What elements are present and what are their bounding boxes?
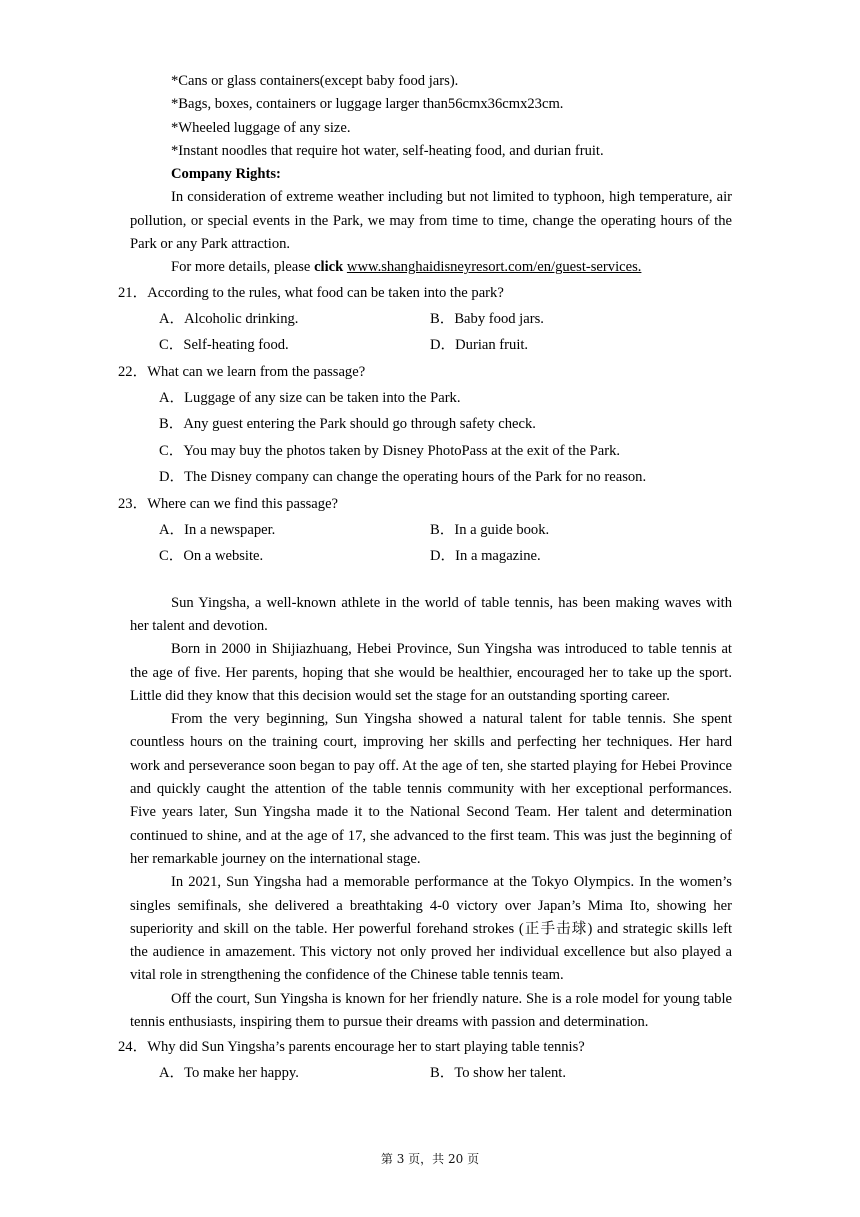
option-c: C．Self-heating food. — [159, 337, 289, 354]
question-23-options — [159, 517, 732, 570]
passage-paragraph: In 2021, Sun Yingsha had a memorable performance at the Tokyo Olympics. In the women’s singles semifinals, she delivered a breathtaking 4-0 victory over Japan’s Mima Ito, showing her superiority and skill on the table. Her powerful forehand strokes (正手击球) and strategic skills left the audience in amazement. This victory not only proved her individual excellence but also played a vital role in strengthening the confidence of the Chinese table tennis team. — [130, 874, 732, 984]
option-a: A．In a newspaper. — [159, 521, 276, 538]
option-b: B．Any guest entering the Park should go through safety check. — [159, 416, 536, 433]
option-d: D．In a magazine. — [430, 548, 541, 565]
rule-item: *Wheeled luggage of any size. — [171, 119, 351, 136]
option-b: B．Baby food jars. — [430, 310, 544, 327]
option-c: C．You may buy the photos taken by Disney PhotoPass at the exit of the Park. — [159, 442, 621, 459]
question-22-stem: 22．What can we learn from the passage? — [118, 363, 366, 380]
passage-paragraph: Sun Yingsha, a well-known athlete in the world of table tennis, has been making waves with her talent and devotion. — [130, 594, 732, 634]
option-c: C．On a website. — [159, 548, 264, 565]
passage-paragraph: Off the court, Sun Yingsha is known for her friendly nature. She is a role model for young table tennis enthusiasts, inspiring them to pursue their dreams with passion and determination. — [130, 990, 732, 1031]
option-d: D．The Disney company can change the operating hours of the Park for no reason. — [159, 469, 647, 486]
more-details-prefix: For more details, please — [171, 259, 315, 276]
option-a: A．To make her happy. — [159, 1065, 299, 1082]
page-footer: 第 3 页，共 20 页 — [380, 1152, 480, 1166]
option-b: B．To show her talent. — [430, 1065, 566, 1082]
question-24-options — [159, 1060, 732, 1087]
question-21-stem: 21．According to the rules, what food can be taken into the park? — [118, 284, 504, 301]
rule-item: *Cans or glass containers(except baby food jars). — [171, 73, 459, 89]
question-22-options — [159, 385, 732, 491]
option-a: A．Alcoholic drinking. — [159, 310, 299, 327]
company-rights-text: In consideration of extreme weather including but not limited to typhoon, high temperature, air pollution, or special events in the Park, we may from time to time, change the operating hours of the Park or any Park attraction. — [130, 189, 732, 253]
passage-paragraph: Born in 2000 in Shijiazhuang, Hebei Province, Sun Yingsha was introduced to table tennis at the age of five. Her parents, hoping that she would be healthier, encouraged her to take up the sport. Little did they know that this decision would set the stage for an outstanding sporting career. — [130, 641, 732, 704]
rule-item: *Bags, boxes, containers or luggage larger than56cmx36cmx23cm. — [171, 96, 564, 113]
question-24-stem: 24．Why did Sun Yingsha’s parents encourage her to start playing table tennis? — [118, 1039, 585, 1056]
company-rights-heading: Company Rights: — [171, 166, 281, 183]
passage-paragraph: From the very beginning, Sun Yingsha showed a natural talent for table tennis. She spent countless hours on the training court, improving her skills and perfecting her techniques. Her hard work and perseverance soon began to pay off. At the age of ten, she started playing for Hebei Province and quickly caught the attention of the table tennis community with her exceptional performances. Five years later, Sun Yingsha made it to the National Second Team. Her talent and determination continued to shine, and at the age of 17, she advanced to the first team. This was just the beginning of her remarkable journey on the international stage. — [130, 711, 732, 867]
option-a: A．Luggage of any size can be taken into the Park. — [159, 389, 461, 406]
option-b: B．In a guide book. — [430, 521, 550, 538]
guest-services-link[interactable]: www.shanghaidisneyresort.com/en/guest-services. — [346, 259, 642, 276]
question-23-stem: 23．Where can we find this passage? — [118, 495, 339, 512]
click-word: click — [314, 259, 344, 276]
document-page — [118, 70, 732, 1087]
option-d: D．Durian fruit. — [430, 337, 529, 354]
more-details-line — [130, 256, 732, 279]
rule-item: *Instant noodles that require hot water, self-heating food, and durian fruit. — [171, 142, 604, 159]
question-21-options — [159, 306, 732, 359]
